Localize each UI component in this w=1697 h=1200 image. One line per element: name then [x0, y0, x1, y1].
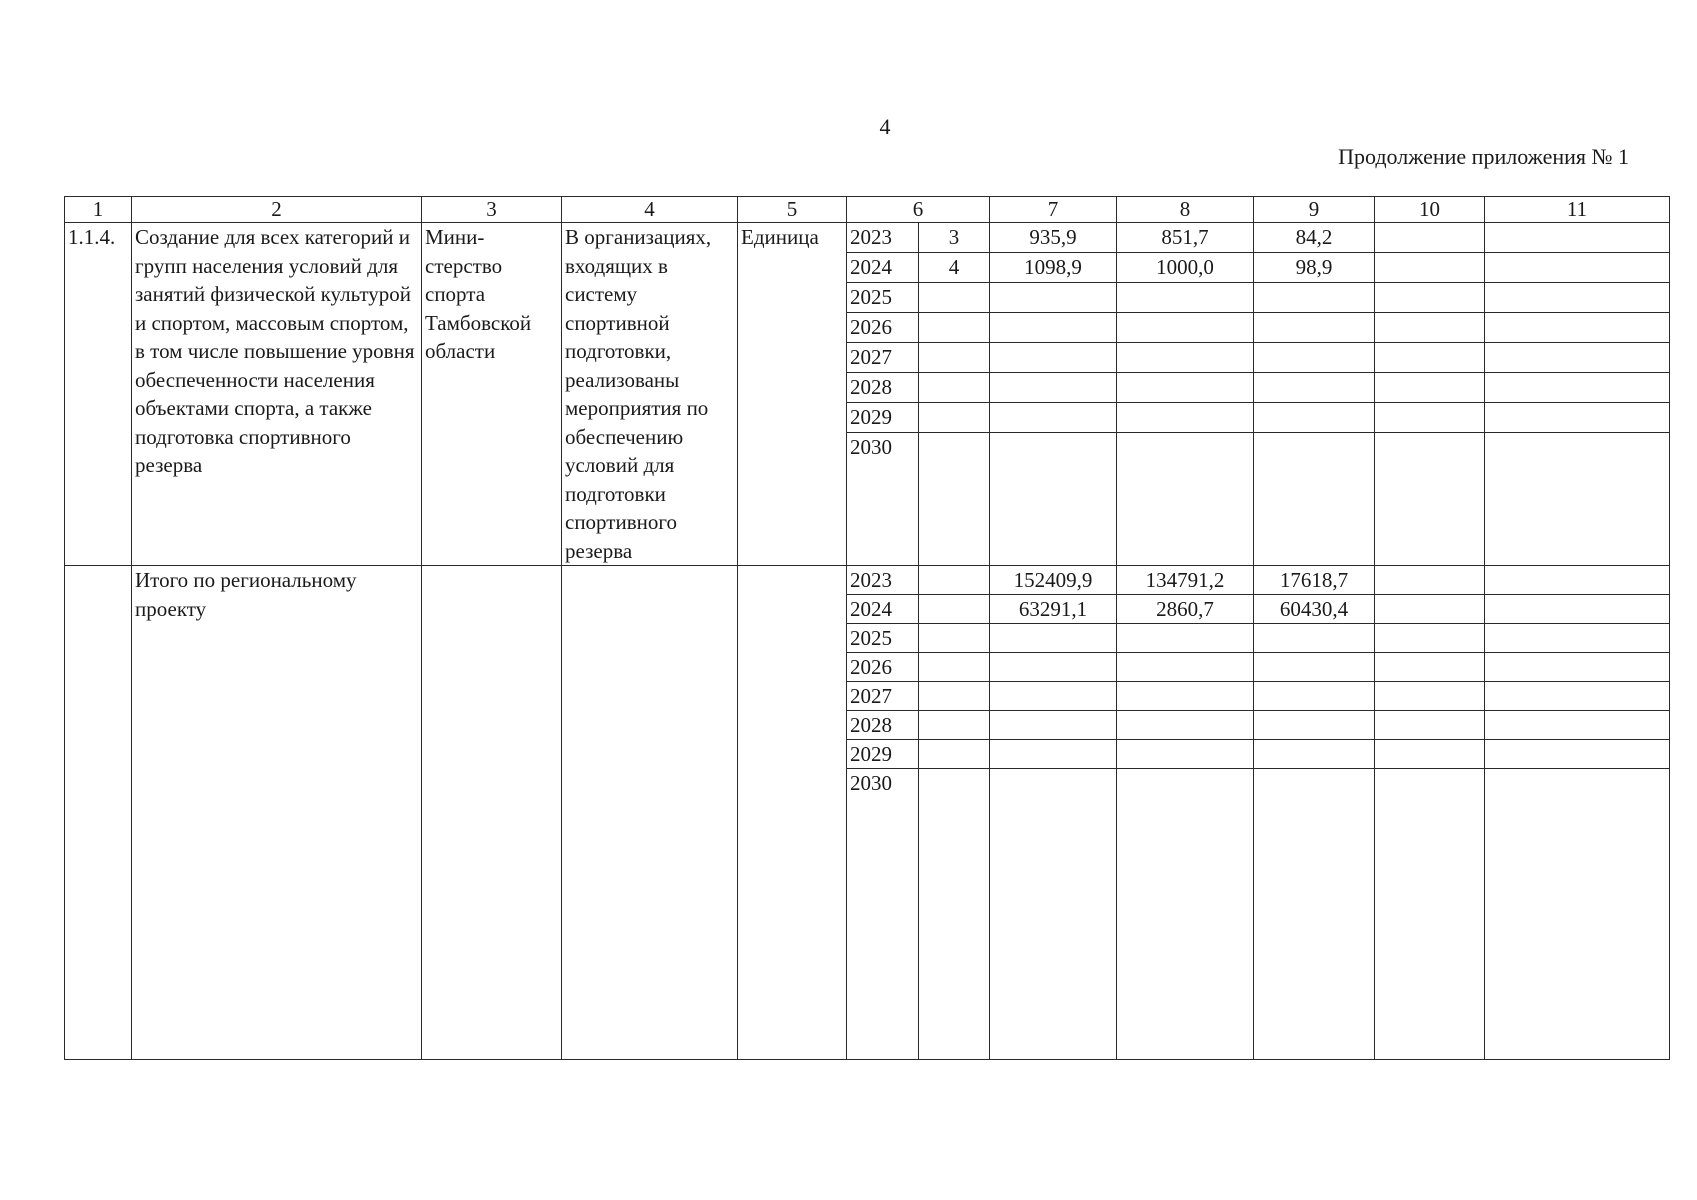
- item-code: [65, 566, 132, 1060]
- appendix-continuation: Продолжение приложения № 1: [1338, 144, 1629, 169]
- cost-total-cell: [990, 343, 1117, 373]
- cost-total-cell: [990, 433, 1117, 566]
- cost-regional-cell: [1254, 403, 1375, 433]
- year-cell: 2024: [847, 595, 919, 624]
- cost-federal-cell: [1117, 433, 1254, 566]
- cost-col10-cell: [1375, 283, 1485, 313]
- cost-total-cell: [990, 711, 1117, 740]
- cost-federal-cell: 851,7: [1117, 223, 1254, 253]
- item-name: Создание для всех категорий и групп населения условий для занятий физической культурой и спортом, массовым спортом, в том числе повышение уровня обеспеченности населения объектами спорта, а также подготовка спортивного резерва: [132, 223, 422, 566]
- indicator-value-cell: [919, 313, 990, 343]
- cost-federal-cell: [1117, 403, 1254, 433]
- year-cell: 2026: [847, 313, 919, 343]
- cost-federal-cell: [1117, 711, 1254, 740]
- cost-regional-cell: 98,9: [1254, 253, 1375, 283]
- indicator-value-cell: [919, 343, 990, 373]
- year-cell: 2028: [847, 711, 919, 740]
- item-unit: Единица: [738, 223, 847, 566]
- cost-col11-cell: [1485, 373, 1670, 403]
- cost-col10-cell: [1375, 653, 1485, 682]
- indicator-value-cell: [919, 769, 990, 1060]
- cost-regional-cell: 60430,4: [1254, 595, 1375, 624]
- cost-col10-cell: [1375, 595, 1485, 624]
- total-label: Итого по региональному проекту: [132, 566, 422, 1060]
- indicator-value-cell: [919, 653, 990, 682]
- cost-regional-cell: 84,2: [1254, 223, 1375, 253]
- year-cell: 2030: [847, 433, 919, 566]
- cost-total-cell: [990, 403, 1117, 433]
- item-code: 1.1.4.: [65, 223, 132, 566]
- year-cell: 2027: [847, 682, 919, 711]
- table-row: [65, 566, 1670, 595]
- cost-col11-cell: [1485, 313, 1670, 343]
- cost-total-cell: 63291,1: [990, 595, 1117, 624]
- table-row: [65, 223, 1670, 253]
- cost-federal-cell: [1117, 624, 1254, 653]
- cost-col11-cell: [1485, 343, 1670, 373]
- cost-total-cell: [990, 373, 1117, 403]
- program-table: [64, 196, 1670, 1060]
- cost-col11-cell: [1485, 769, 1670, 1060]
- cost-col11-cell: [1485, 682, 1670, 711]
- header-row: [65, 197, 1670, 223]
- year-cell: 2028: [847, 373, 919, 403]
- cost-total-cell: 1098,9: [990, 253, 1117, 283]
- cost-federal-cell: [1117, 682, 1254, 711]
- cost-federal-cell: 134791,2: [1117, 566, 1254, 595]
- cost-col10-cell: [1375, 769, 1485, 1060]
- cost-regional-cell: [1254, 433, 1375, 566]
- cost-total-cell: [990, 283, 1117, 313]
- col-header: 7: [990, 197, 1117, 223]
- col-header: 4: [562, 197, 738, 223]
- cost-col11-cell: [1485, 624, 1670, 653]
- item-result: В организациях, входящих в систему спортивной подготовки, реализованы мероприятия по обеспечению условий для подготовки спортивного резерва: [562, 223, 738, 566]
- year-cell: 2029: [847, 403, 919, 433]
- year-cell: 2030: [847, 769, 919, 1060]
- cost-total-cell: 935,9: [990, 223, 1117, 253]
- indicator-value-cell: [919, 283, 990, 313]
- cost-federal-cell: [1117, 740, 1254, 769]
- indicator-value-cell: [919, 566, 990, 595]
- year-cell: 2023: [847, 566, 919, 595]
- cost-col10-cell: [1375, 566, 1485, 595]
- year-cell: 2024: [847, 253, 919, 283]
- indicator-value-cell: [919, 433, 990, 566]
- cost-total-cell: [990, 313, 1117, 343]
- item-executor: Мини-стерство спорта Тамбовской области: [422, 223, 562, 566]
- cost-regional-cell: [1254, 740, 1375, 769]
- cost-federal-cell: [1117, 283, 1254, 313]
- cost-col11-cell: [1485, 566, 1670, 595]
- cost-col11-cell: [1485, 223, 1670, 253]
- cost-col10-cell: [1375, 313, 1485, 343]
- cost-regional-cell: [1254, 769, 1375, 1060]
- cost-col11-cell: [1485, 403, 1670, 433]
- cost-col10-cell: [1375, 253, 1485, 283]
- cost-federal-cell: 1000,0: [1117, 253, 1254, 283]
- cost-col11-cell: [1485, 253, 1670, 283]
- cost-col11-cell: [1485, 711, 1670, 740]
- cost-regional-cell: [1254, 653, 1375, 682]
- cost-regional-cell: 17618,7: [1254, 566, 1375, 595]
- cost-col10-cell: [1375, 403, 1485, 433]
- cost-total-cell: [990, 624, 1117, 653]
- col-header: 11: [1485, 197, 1670, 223]
- indicator-value-cell: [919, 595, 990, 624]
- cost-federal-cell: [1117, 769, 1254, 1060]
- indicator-value-cell: 3: [919, 223, 990, 253]
- year-cell: 2023: [847, 223, 919, 253]
- item-executor: [422, 566, 562, 1060]
- cost-col11-cell: [1485, 653, 1670, 682]
- cost-total-cell: [990, 769, 1117, 1060]
- indicator-value-cell: [919, 624, 990, 653]
- indicator-value-cell: 4: [919, 253, 990, 283]
- cost-col11-cell: [1485, 433, 1670, 566]
- cost-regional-cell: [1254, 624, 1375, 653]
- item-unit: [738, 566, 847, 1060]
- cost-col11-cell: [1485, 283, 1670, 313]
- col-header: 5: [738, 197, 847, 223]
- year-cell: 2025: [847, 624, 919, 653]
- cost-col10-cell: [1375, 223, 1485, 253]
- cost-col11-cell: [1485, 595, 1670, 624]
- page-number: 4: [879, 114, 891, 139]
- cost-total-cell: [990, 653, 1117, 682]
- cost-col10-cell: [1375, 740, 1485, 769]
- cost-federal-cell: [1117, 313, 1254, 343]
- cost-col10-cell: [1375, 682, 1485, 711]
- cost-total-cell: [990, 740, 1117, 769]
- col-header: 9: [1254, 197, 1375, 223]
- indicator-value-cell: [919, 740, 990, 769]
- cost-col10-cell: [1375, 711, 1485, 740]
- year-cell: 2029: [847, 740, 919, 769]
- col-header: 8: [1117, 197, 1254, 223]
- col-header: 3: [422, 197, 562, 223]
- indicator-value-cell: [919, 711, 990, 740]
- col-header: 10: [1375, 197, 1485, 223]
- cost-col10-cell: [1375, 433, 1485, 566]
- indicator-value-cell: [919, 403, 990, 433]
- indicator-value-cell: [919, 373, 990, 403]
- cost-regional-cell: [1254, 682, 1375, 711]
- cost-col10-cell: [1375, 373, 1485, 403]
- indicator-value-cell: [919, 682, 990, 711]
- cost-federal-cell: [1117, 373, 1254, 403]
- cost-col10-cell: [1375, 624, 1485, 653]
- cost-col11-cell: [1485, 740, 1670, 769]
- cost-regional-cell: [1254, 711, 1375, 740]
- cost-col10-cell: [1375, 343, 1485, 373]
- year-cell: 2027: [847, 343, 919, 373]
- cost-total-cell: [990, 682, 1117, 711]
- item-result: [562, 566, 738, 1060]
- year-cell: 2026: [847, 653, 919, 682]
- cost-regional-cell: [1254, 283, 1375, 313]
- col-header: 2: [132, 197, 422, 223]
- cost-federal-cell: [1117, 653, 1254, 682]
- cost-regional-cell: [1254, 313, 1375, 343]
- cost-federal-cell: 2860,7: [1117, 595, 1254, 624]
- col-header: 6: [847, 197, 990, 223]
- col-header: 1: [65, 197, 132, 223]
- cost-regional-cell: [1254, 373, 1375, 403]
- cost-regional-cell: [1254, 343, 1375, 373]
- cost-total-cell: 152409,9: [990, 566, 1117, 595]
- year-cell: 2025: [847, 283, 919, 313]
- cost-federal-cell: [1117, 343, 1254, 373]
